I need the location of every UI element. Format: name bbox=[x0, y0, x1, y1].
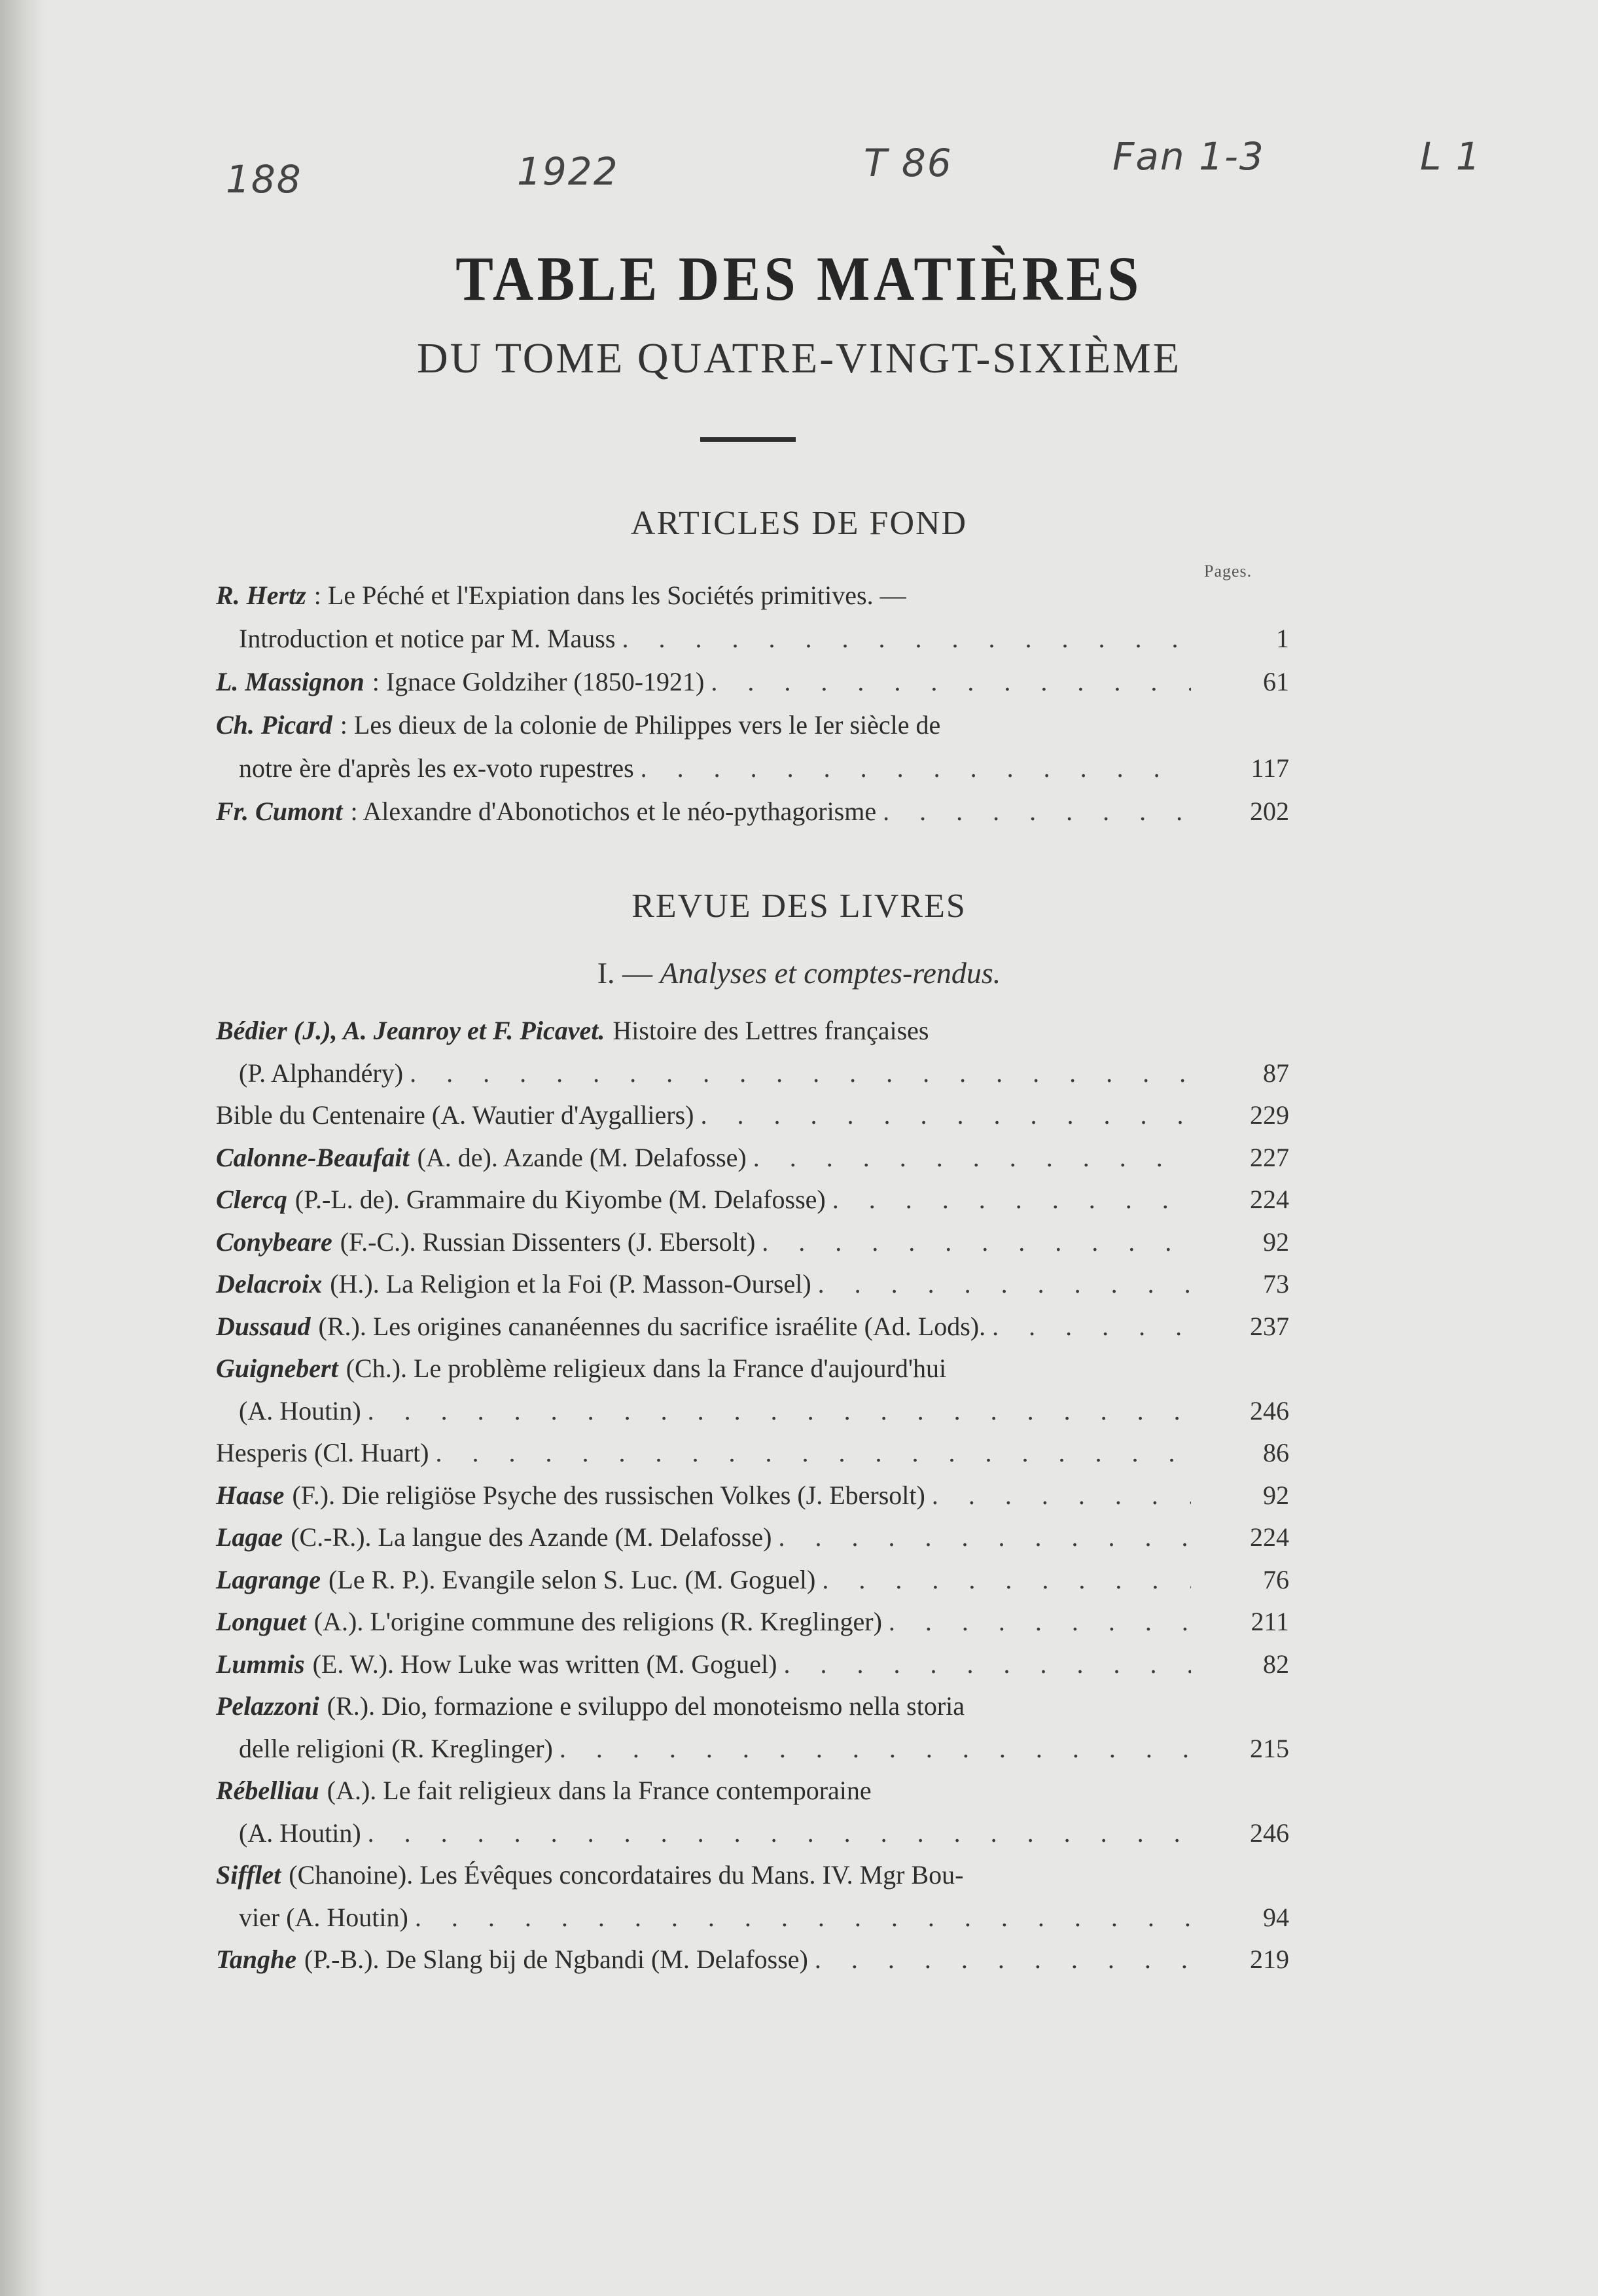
article-0-cont-line bbox=[239, 619, 1198, 658]
reviews-subheading-number: I. — bbox=[597, 956, 653, 990]
review-16-title: (Chanoine). Les Évêques concordataires du Mans. IV. Mgr Bou- bbox=[289, 1860, 964, 1890]
article-2-cont-continuation: notre ère d'après les ex-voto rupestres bbox=[239, 753, 634, 783]
review-7-title: (Ch.). Le problème religieux dans la France d'aujourd'hui bbox=[346, 1354, 947, 1383]
page-title: TABLE DES MATIÈRES bbox=[455, 243, 1143, 314]
review-17-title: (P.-B.). De Slang bij de Ngbandi (M. Delafosse) bbox=[304, 1945, 808, 1974]
review-17-page-number: 219 bbox=[1250, 1945, 1289, 1974]
review-16-author: Sifflet bbox=[216, 1860, 281, 1890]
review-6-line bbox=[216, 1307, 1198, 1346]
review-14-line bbox=[216, 1687, 1198, 1726]
review-13-leader-dots bbox=[783, 1645, 1191, 1684]
article-3-page-number: 202 bbox=[1250, 797, 1289, 826]
review-0-cont-leader-dots bbox=[410, 1054, 1191, 1093]
article-2-title: : Les dieux de la colonie de Philippes vers le Ier siècle de bbox=[340, 710, 941, 740]
review-11-author: Lagrange bbox=[216, 1564, 321, 1594]
review-6-page-number: 237 bbox=[1250, 1311, 1289, 1341]
review-4-leader-dots bbox=[762, 1223, 1191, 1262]
review-4-page-number: 92 bbox=[1263, 1227, 1289, 1257]
review-0-title: Histoire des Lettres françaises bbox=[613, 1016, 929, 1045]
review-10-title: (C.-R.). La langue des Azande (M. Delafosse) bbox=[291, 1522, 772, 1552]
review-6-title: (R.). Les origines cananéennes du sacrifice israélite (Ad. Lods). bbox=[318, 1311, 986, 1341]
review-4-title: (F.-C.). Russian Dissenters (J. Ebersolt) bbox=[340, 1227, 756, 1257]
review-0-cont-continuation: (P. Alphandéry) bbox=[239, 1058, 404, 1088]
review-2-page-number: 227 bbox=[1250, 1142, 1289, 1172]
review-17-line bbox=[216, 1940, 1198, 1979]
review-1-line bbox=[216, 1096, 1198, 1135]
review-1-page-number: 229 bbox=[1250, 1100, 1289, 1130]
review-7-cont-page-number: 246 bbox=[1250, 1395, 1289, 1426]
review-0-cont-line bbox=[239, 1054, 1198, 1093]
review-12-leader-dots bbox=[889, 1602, 1191, 1641]
article-0-author: R. Hertz bbox=[216, 581, 306, 610]
review-14-author: Pelazzoni bbox=[216, 1691, 319, 1721]
reviews-subheading-title: Analyses et comptes-rendus. bbox=[660, 956, 1001, 990]
review-7-cont-leader-dots bbox=[368, 1391, 1191, 1431]
review-5-page-number: 73 bbox=[1263, 1269, 1289, 1299]
review-5-author: Delacroix bbox=[216, 1269, 323, 1299]
reviews-subheading bbox=[0, 956, 1598, 990]
review-14-cont-page-number: 215 bbox=[1250, 1733, 1289, 1763]
review-1-title: Bible du Centenaire (A. Wautier d'Aygalliers) bbox=[216, 1100, 694, 1130]
review-10-author: Lagae bbox=[216, 1522, 283, 1552]
review-16-cont-page-number: 94 bbox=[1263, 1902, 1289, 1932]
review-9-page-number: 92 bbox=[1263, 1480, 1289, 1510]
review-0-cont-page-number: 87 bbox=[1263, 1058, 1289, 1088]
review-15-cont-continuation: (A. Houtin) bbox=[239, 1818, 361, 1848]
review-9-leader-dots bbox=[932, 1476, 1191, 1515]
reviews-heading: REVUE DES LIVRES bbox=[631, 888, 967, 925]
article-0-cont-page-number: 1 bbox=[1276, 624, 1289, 653]
review-3-title: (P.-L. de). Grammaire du Kiyombe (M. Delafosse) bbox=[294, 1185, 826, 1214]
article-3-author: Fr. Cumont bbox=[216, 797, 343, 826]
article-0-cont-continuation: Introduction et notice par M. Mauss bbox=[239, 624, 616, 653]
review-5-leader-dots bbox=[818, 1265, 1191, 1304]
article-1-page-number: 61 bbox=[1263, 667, 1289, 696]
review-13-line bbox=[216, 1645, 1198, 1684]
review-12-page-number: 211 bbox=[1251, 1607, 1289, 1636]
review-14-title: (R.). Dio, formazione e sviluppo del monoteismo nella storia bbox=[327, 1691, 965, 1721]
review-10-line bbox=[216, 1518, 1198, 1557]
review-2-title: (A. de). Azande (M. Delafosse) bbox=[417, 1142, 747, 1172]
review-15-author: Rébelliau bbox=[216, 1776, 319, 1805]
article-1-author: L. Massignon bbox=[216, 667, 364, 696]
review-8-leader-dots bbox=[435, 1433, 1191, 1473]
handwritten-number: 188 bbox=[226, 157, 302, 202]
review-17-leader-dots bbox=[815, 1940, 1191, 1979]
review-15-cont-leader-dots bbox=[368, 1814, 1191, 1853]
article-3-leader-dots bbox=[883, 792, 1191, 831]
review-4-line bbox=[216, 1223, 1198, 1262]
review-16-cont-line bbox=[239, 1898, 1198, 1937]
handwritten-range: Fan 1-3 bbox=[1112, 134, 1265, 179]
review-0-author: Bédier (J.), A. Jeanroy et F. Picavet. bbox=[216, 1016, 605, 1045]
pages-column-label: Pages. bbox=[1204, 562, 1252, 581]
review-16-line bbox=[216, 1856, 1198, 1895]
review-9-title: (F.). Die religiöse Psyche des russischen Volkes (J. Ebersolt) bbox=[292, 1480, 925, 1510]
review-17-author: Tanghe bbox=[216, 1945, 297, 1974]
article-0-line bbox=[216, 576, 1198, 615]
page-subtitle: DU TOME QUATRE-VINGT-SIXIÈME bbox=[416, 334, 1182, 382]
article-0-title: : Le Péché et l'Expiation dans les Sociétés primitives. — bbox=[313, 581, 906, 610]
review-15-title: (A.). Le fait religieux dans la France contemporaine bbox=[327, 1776, 872, 1805]
review-9-line bbox=[216, 1476, 1198, 1515]
review-16-cont-leader-dots bbox=[415, 1898, 1191, 1937]
article-2-cont-line bbox=[239, 749, 1198, 788]
handwritten-year: 1922 bbox=[517, 149, 619, 194]
review-12-title: (A.). L'origine commune des religions (R. Kreglinger) bbox=[313, 1607, 882, 1636]
review-13-title: (E. W.). How Luke was written (M. Goguel) bbox=[312, 1649, 777, 1679]
review-3-line bbox=[216, 1180, 1198, 1219]
review-0-line bbox=[216, 1011, 1198, 1050]
review-11-line bbox=[216, 1560, 1198, 1600]
review-4-author: Conybeare bbox=[216, 1227, 332, 1257]
review-15-line bbox=[216, 1771, 1198, 1810]
review-16-cont-continuation: vier (A. Houtin) bbox=[239, 1902, 408, 1932]
review-11-page-number: 76 bbox=[1263, 1564, 1289, 1594]
handwritten-volume: T 86 bbox=[864, 141, 953, 185]
review-11-leader-dots bbox=[822, 1560, 1191, 1600]
review-1-leader-dots bbox=[700, 1096, 1191, 1135]
review-8-page-number: 86 bbox=[1263, 1438, 1289, 1467]
review-12-line bbox=[216, 1602, 1198, 1641]
review-3-author: Clercq bbox=[216, 1185, 287, 1214]
article-2-author: Ch. Picard bbox=[216, 710, 332, 740]
review-14-cont-leader-dots bbox=[559, 1729, 1191, 1768]
review-15-cont-line bbox=[239, 1814, 1198, 1853]
review-10-page-number: 224 bbox=[1250, 1522, 1289, 1552]
review-9-author: Haase bbox=[216, 1480, 285, 1510]
review-3-leader-dots bbox=[832, 1180, 1191, 1219]
review-14-cont-line bbox=[239, 1729, 1198, 1768]
article-3-line bbox=[216, 792, 1198, 831]
review-5-title: (H.). La Religion et la Foi (P. Masson-Oursel) bbox=[330, 1269, 811, 1299]
article-2-cont-page-number: 117 bbox=[1251, 753, 1289, 783]
review-6-leader-dots bbox=[992, 1307, 1191, 1346]
review-2-author: Calonne-Beaufait bbox=[216, 1142, 410, 1172]
review-12-author: Longuet bbox=[216, 1607, 306, 1636]
article-2-cont-leader-dots bbox=[641, 749, 1191, 788]
article-1-title: : Ignace Goldziher (1850-1921) bbox=[372, 667, 705, 696]
article-2-line bbox=[216, 706, 1198, 745]
review-10-leader-dots bbox=[779, 1518, 1192, 1557]
review-5-line bbox=[216, 1265, 1198, 1304]
review-2-line bbox=[216, 1138, 1198, 1177]
review-8-line bbox=[216, 1433, 1198, 1473]
review-7-cont-continuation: (A. Houtin) bbox=[239, 1395, 361, 1426]
review-15-cont-page-number: 246 bbox=[1250, 1818, 1289, 1848]
review-14-cont-continuation: delle religioni (R. Kreglinger) bbox=[239, 1733, 553, 1763]
review-8-title: Hesperis (Cl. Huart) bbox=[216, 1438, 429, 1467]
review-2-leader-dots bbox=[753, 1138, 1191, 1177]
review-3-page-number: 224 bbox=[1250, 1185, 1289, 1214]
review-7-author: Guignebert bbox=[216, 1354, 338, 1383]
review-13-author: Lummis bbox=[216, 1649, 305, 1679]
articles-heading: ARTICLES DE FOND bbox=[630, 505, 968, 542]
review-7-line bbox=[216, 1349, 1198, 1388]
article-1-leader-dots bbox=[711, 662, 1191, 702]
handwritten-mark: L 1 bbox=[1420, 134, 1482, 179]
review-13-page-number: 82 bbox=[1263, 1649, 1289, 1679]
article-1-line bbox=[216, 662, 1198, 702]
article-0-cont-leader-dots bbox=[622, 619, 1191, 658]
title-rule bbox=[700, 437, 796, 442]
article-3-title: : Alexandre d'Abonotichos et le néo-pythagorisme bbox=[350, 797, 877, 826]
review-6-author: Dussaud bbox=[216, 1311, 311, 1341]
review-11-title: (Le R. P.). Evangile selon S. Luc. (M. Goguel) bbox=[328, 1564, 816, 1594]
review-7-cont-line bbox=[239, 1391, 1198, 1431]
